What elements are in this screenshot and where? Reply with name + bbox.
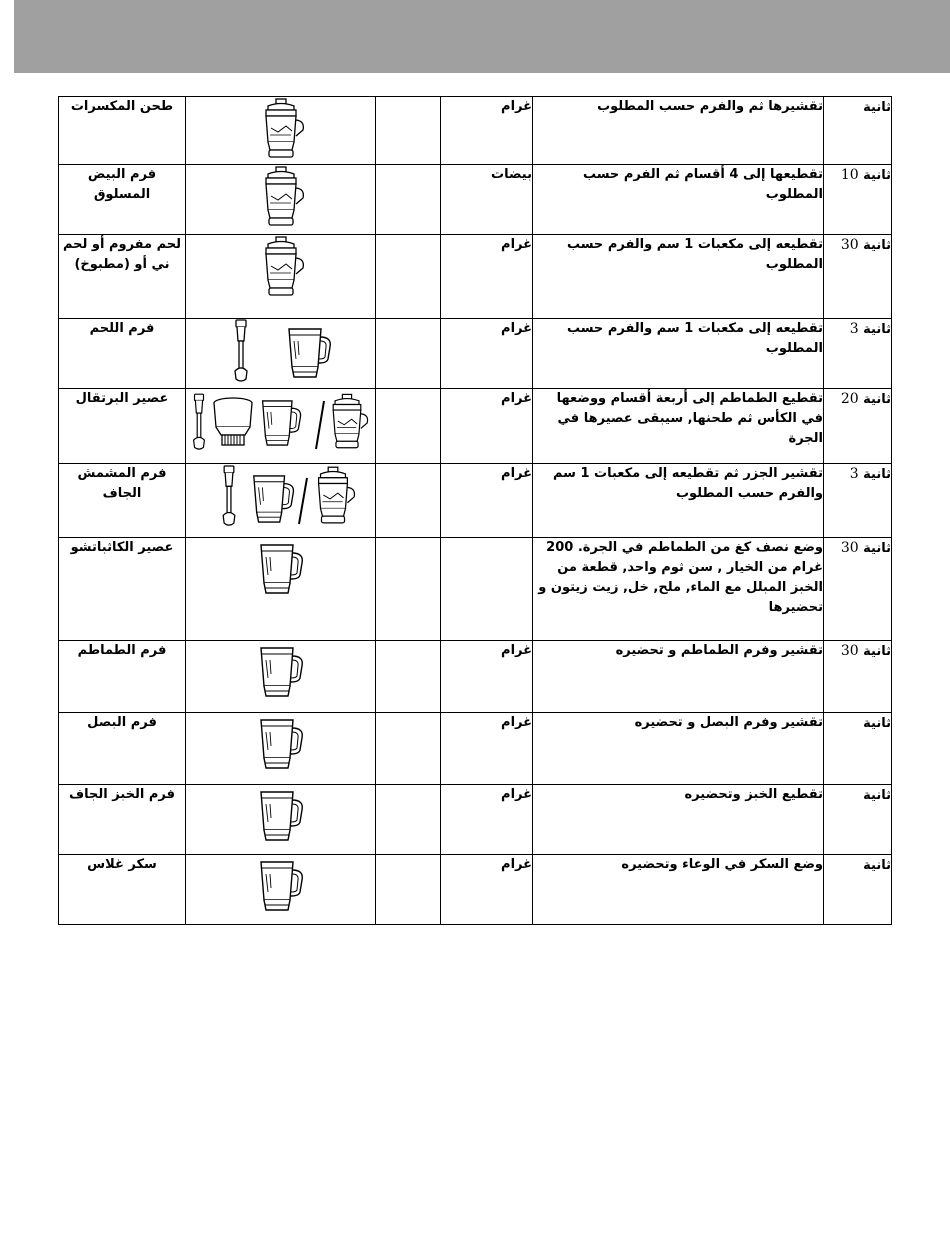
ingredient-name: فرم اللحم bbox=[59, 319, 186, 389]
time-cell bbox=[824, 165, 892, 235]
table-row bbox=[59, 319, 892, 389]
unit-cell: غرام bbox=[441, 235, 533, 319]
unit-cell: غرام bbox=[441, 97, 533, 165]
quantity-cell bbox=[376, 785, 441, 855]
recipe-table bbox=[58, 96, 892, 925]
quantity-cell bbox=[376, 235, 441, 319]
blender-jug-icon bbox=[251, 538, 311, 600]
chopper-icon bbox=[266, 237, 303, 295]
unit-cell: غرام bbox=[441, 389, 533, 464]
ingredient-name: سكر غلاس bbox=[59, 855, 186, 925]
preparation-cell: تقشير وفرم البصل و تحضيره bbox=[533, 713, 824, 785]
appliance-cell bbox=[186, 97, 376, 165]
preparation-cell: تقشير الجزر ثم تقطيعه إلى مكعبات 1 سم والفرم حسب المطلوب bbox=[533, 464, 824, 538]
time-value: 30 bbox=[840, 540, 864, 556]
ingredient-name: فرم البصل bbox=[59, 713, 186, 785]
time-unit: ثانية bbox=[863, 716, 891, 731]
table-row bbox=[59, 538, 892, 641]
unit-cell: غرام bbox=[441, 641, 533, 713]
ingredient-name: فرم الخبز الجاف bbox=[59, 785, 186, 855]
preparation-cell: تقطيع الطماطم إلى أربعة أقسام ووضعها في الكأس ثم طحنها, سيبقى عصيرها في الجرة bbox=[533, 389, 824, 464]
appliance-cell bbox=[186, 641, 376, 713]
time-unit: ثانية bbox=[863, 392, 891, 407]
ingredient-name: فرم البيض المسلوق bbox=[59, 165, 186, 235]
quantity-cell bbox=[376, 319, 441, 389]
time-value: 20 bbox=[840, 391, 864, 407]
appliance-cell bbox=[186, 235, 376, 319]
wand-and-jug-icon bbox=[216, 319, 346, 385]
ingredient-name: لحم مفروم أو لحم ني أو (مطبوخ) bbox=[59, 235, 186, 319]
time-unit: ثانية bbox=[863, 467, 891, 482]
hand-blender-icon bbox=[235, 320, 247, 381]
jug-icon bbox=[261, 648, 302, 696]
table-row bbox=[59, 97, 892, 165]
table-row bbox=[59, 235, 892, 319]
unit-cell: غرام bbox=[441, 319, 533, 389]
or-slash bbox=[316, 401, 324, 449]
quantity-cell bbox=[376, 538, 441, 641]
table-row bbox=[59, 641, 892, 713]
ingredient-name: فرم الطماطم bbox=[59, 641, 186, 713]
unit-cell: غرام bbox=[441, 464, 533, 538]
blender-jug-icon bbox=[251, 785, 311, 847]
time-value: 30 bbox=[840, 237, 864, 253]
table-row bbox=[59, 389, 892, 464]
quantity-cell bbox=[376, 464, 441, 538]
chopper-icon bbox=[318, 467, 354, 523]
preparation-cell: تقطيعه إلى مكعبات 1 سم والفرم حسب المطلوب bbox=[533, 235, 824, 319]
time-value: 3 bbox=[849, 466, 864, 482]
or-slash bbox=[299, 478, 307, 524]
ingredient-name: طحن المكسرات bbox=[59, 97, 186, 165]
time-unit: ثانية bbox=[863, 238, 891, 253]
time-unit: ثانية bbox=[863, 168, 891, 183]
blender-jug-icon bbox=[251, 713, 311, 775]
time-cell bbox=[824, 785, 892, 855]
appliance-cell bbox=[186, 538, 376, 641]
time-cell bbox=[824, 319, 892, 389]
unit-cell bbox=[441, 538, 533, 641]
jug-icon bbox=[261, 720, 302, 768]
chopper-bowl-icon bbox=[251, 97, 311, 161]
preparation-cell: تقطيعها إلى 4 أقسام ثم الفرم حسب المطلوب bbox=[533, 165, 824, 235]
table-row bbox=[59, 464, 892, 538]
chopper-icon bbox=[333, 394, 367, 447]
time-value: 3 bbox=[849, 321, 864, 337]
ingredient-name: عصير الكاثباتشو bbox=[59, 538, 186, 641]
table-row bbox=[59, 855, 892, 925]
wand-jug-or-chopper-icon bbox=[201, 464, 361, 530]
chopper-bowl-icon bbox=[251, 165, 311, 229]
ingredient-name: فرم المشمش الجاف bbox=[59, 464, 186, 538]
time-cell bbox=[824, 235, 892, 319]
hand-blender-icon bbox=[223, 466, 235, 525]
jug-icon bbox=[289, 329, 330, 377]
appliance-cell bbox=[186, 713, 376, 785]
chopper-bowl-icon bbox=[251, 235, 311, 299]
quantity-cell bbox=[376, 713, 441, 785]
unit-cell: غرام bbox=[441, 785, 533, 855]
time-unit: ثانية bbox=[863, 858, 891, 873]
table-row bbox=[59, 785, 892, 855]
preparation-cell: تقشيرها ثم والفرم حسب المطلوب bbox=[533, 97, 824, 165]
time-unit: ثانية bbox=[863, 100, 891, 115]
jug-icon bbox=[253, 476, 293, 522]
preparation-cell: تقطيع الخبز وتحضيره bbox=[533, 785, 824, 855]
unit-cell: غرام bbox=[441, 855, 533, 925]
jug-icon bbox=[261, 862, 302, 910]
wand-ice-jug-or-chopper-icon bbox=[190, 389, 372, 455]
time-value: 30 bbox=[840, 643, 864, 659]
preparation-cell: تقطيعه إلى مكعبات 1 سم والفرم حسب المطلوب bbox=[533, 319, 824, 389]
hand-blender-icon bbox=[193, 394, 204, 449]
time-cell bbox=[824, 713, 892, 785]
unit-cell: بيضات bbox=[441, 165, 533, 235]
time-value: 10 bbox=[840, 167, 864, 183]
appliance-cell bbox=[186, 855, 376, 925]
jug-icon bbox=[261, 792, 302, 840]
quantity-cell bbox=[376, 97, 441, 165]
appliance-cell bbox=[186, 785, 376, 855]
ice-crusher-icon bbox=[214, 398, 252, 445]
quantity-cell bbox=[376, 165, 441, 235]
header-bar bbox=[14, 0, 950, 73]
quantity-cell bbox=[376, 641, 441, 713]
ingredient-name: عصير البرتقال bbox=[59, 389, 186, 464]
appliance-cell bbox=[186, 464, 376, 538]
appliance-cell bbox=[186, 389, 376, 464]
time-unit: ثانية bbox=[863, 541, 891, 556]
blender-jug-icon bbox=[251, 855, 311, 917]
chopper-icon bbox=[266, 167, 303, 225]
time-unit: ثانية bbox=[863, 788, 891, 803]
time-unit: ثانية bbox=[863, 322, 891, 337]
time-cell bbox=[824, 97, 892, 165]
time-cell bbox=[824, 855, 892, 925]
quantity-cell bbox=[376, 855, 441, 925]
preparation-cell: تقشير وفرم الطماطم و تحضيره bbox=[533, 641, 824, 713]
chopper-icon bbox=[266, 99, 303, 157]
time-cell bbox=[824, 464, 892, 538]
table-row bbox=[59, 165, 892, 235]
unit-cell: غرام bbox=[441, 713, 533, 785]
quantity-cell bbox=[376, 389, 441, 464]
preparation-cell: وضع نصف كغ من الطماطم في الجرة. 200 غرام من الخيار , سن ثوم واحد, قطعة من الخبز المبلل مع الماء, ملح, خل, زيت زيتون و تحضيرها bbox=[533, 538, 824, 641]
time-unit: ثانية bbox=[863, 644, 891, 659]
appliance-cell bbox=[186, 165, 376, 235]
time-cell bbox=[824, 389, 892, 464]
preparation-cell: وضع السكر في الوعاء وتحضيره bbox=[533, 855, 824, 925]
jug-icon bbox=[262, 401, 300, 445]
blender-jug-icon bbox=[251, 641, 311, 703]
appliance-cell bbox=[186, 319, 376, 389]
time-cell bbox=[824, 641, 892, 713]
time-cell bbox=[824, 538, 892, 641]
jug-icon bbox=[261, 545, 302, 593]
table-row bbox=[59, 713, 892, 785]
